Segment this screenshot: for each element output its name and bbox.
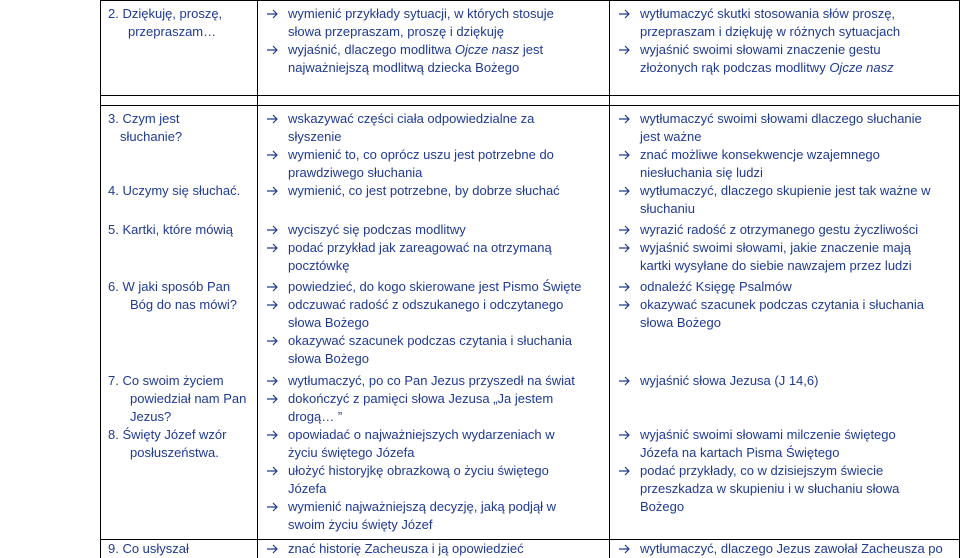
arrow-bullet-icon xyxy=(616,278,634,296)
list-item: wymienić to, co oprócz uszu jest potrzebne do prawdziwego słuchania xyxy=(262,146,607,182)
list-item: wyjaśnić, dlaczego modlitwa Ojcze nasz jest najważniejszą modlitwą dziecka Bożego xyxy=(262,41,607,77)
topic-text: Jezus? xyxy=(130,409,172,424)
topic-text: Bóg do nas mówi? xyxy=(130,297,237,312)
arrow-bullet-icon xyxy=(264,462,282,480)
arrow-bullet-icon xyxy=(616,540,634,558)
requirements-extended-cell xyxy=(614,5,959,77)
requirements-basic-cell xyxy=(262,372,607,534)
list-item: wymienić, co jest potrzebne, by dobrze słuchać xyxy=(262,182,607,200)
column-divider-2 xyxy=(609,0,610,558)
requirements-extended-cell xyxy=(614,540,959,558)
list-item: wytłumaczyć, po co Pan Jezus przyszedł na świat xyxy=(262,372,607,390)
list-item: okazywać szacunek podczas czytania i słuchania słowa Bożego xyxy=(614,296,959,332)
topic-cell xyxy=(108,221,258,239)
table-top-border xyxy=(100,0,960,1)
list-item: wyjaśnić słowa Jezusa (J 14,6) xyxy=(614,372,959,390)
arrow-bullet-icon xyxy=(616,239,634,257)
arrow-bullet-icon xyxy=(264,540,282,558)
list-item: wytłumaczyć swoimi słowami dlaczego słuchanie jest ważne xyxy=(614,110,959,146)
arrow-bullet-icon xyxy=(264,182,282,200)
topic-text: 4. Uczymy się słuchać. xyxy=(108,183,241,198)
list-item: wyjaśnić swoimi słowami milczenie świętego Józefa na kartach Pisma Świętego xyxy=(614,426,959,462)
arrow-bullet-icon xyxy=(264,372,282,390)
requirements-basic-cell xyxy=(262,182,607,200)
arrow-bullet-icon xyxy=(264,110,282,128)
row-divider xyxy=(100,95,960,96)
column-divider-1 xyxy=(257,0,258,558)
arrow-bullet-icon xyxy=(264,332,282,350)
arrow-bullet-icon xyxy=(264,498,282,516)
arrow-bullet-icon xyxy=(264,426,282,444)
requirements-extended-cell xyxy=(614,372,959,516)
arrow-bullet-icon xyxy=(264,41,282,59)
arrow-bullet-icon xyxy=(616,296,634,314)
topic-text: słuchanie? xyxy=(120,129,183,144)
requirements-basic-cell xyxy=(262,540,607,558)
list-item: znać możliwe konsekwencje wzajemnego niesłuchania się ludzi xyxy=(614,146,959,182)
arrow-bullet-icon xyxy=(616,146,634,164)
list-item: wymienić przykłady sytuacji, w których stosuje słowa przepraszam, proszę i dziękuję xyxy=(262,5,607,41)
list-item: znać historię Zacheusza i ją opowiedzieć xyxy=(262,540,607,558)
list-item: wymienić najważniejszą decyzję, jaką podjął w swoim życiu święty Józef xyxy=(262,498,607,534)
topic-cell xyxy=(108,540,258,558)
arrow-bullet-icon xyxy=(616,462,634,480)
list-item: podać przykłady, co w dzisiejszym świecie przeszkadza w skupieniu i w słuchaniu słowa Bożego xyxy=(614,462,959,516)
list-item: wyciszyć się podczas modlitwy xyxy=(262,221,607,239)
arrow-bullet-icon xyxy=(264,239,282,257)
table-left-border xyxy=(100,0,101,558)
list-item: powiedzieć, do kogo skierowane jest Pismo Święte xyxy=(262,278,607,296)
list-item: podać przykład jak zareagować na otrzymaną pocztówkę xyxy=(262,239,607,275)
requirements-basic-cell xyxy=(262,110,607,182)
requirements-extended-cell xyxy=(614,110,959,182)
arrow-bullet-icon xyxy=(616,182,634,200)
list-item: wytłumaczyć, dlaczego skupienie jest tak ważne w słuchaniu xyxy=(614,182,959,218)
arrow-bullet-icon xyxy=(264,5,282,23)
topic-cell xyxy=(108,110,253,146)
topic-text: 7. Co swoim życiem xyxy=(108,373,224,388)
arrow-bullet-icon xyxy=(264,146,282,164)
arrow-bullet-icon xyxy=(264,221,282,239)
row-divider xyxy=(100,105,960,106)
arrow-bullet-icon xyxy=(264,278,282,296)
list-item: odczuwać radość z odszukanego i odczytanego słowa Bożego xyxy=(262,296,607,332)
requirements-extended-cell xyxy=(614,278,959,332)
list-item: ułożyć historyjkę obrazkową o życiu świętego Józefa xyxy=(262,462,607,498)
topic-text: 3. Czym jest xyxy=(108,111,180,126)
list-item: wytłumaczyć, dlaczego Jezus zawołał Zacheusza po xyxy=(614,540,959,558)
requirements-basic-cell xyxy=(262,221,607,275)
list-item: dokończyć z pamięci słowa Jezusa „Ja jestem drogą… ” xyxy=(262,390,607,426)
topic-text: 6. W jaki sposób Pan xyxy=(108,279,231,294)
arrow-bullet-icon xyxy=(616,372,634,390)
topic-text: posłuszeństwa. xyxy=(130,445,219,460)
topic-cell xyxy=(108,182,258,200)
list-item: odnaleźć Księgę Psalmów xyxy=(614,278,959,296)
topic-cell xyxy=(108,278,253,314)
list-item: wytłumaczyć skutki stosowania słów proszę, przepraszam i dziękuję w różnych sytuacjach xyxy=(614,5,959,41)
arrow-bullet-icon xyxy=(616,41,634,59)
topic-text: powiedział nam Pan xyxy=(130,391,247,406)
arrow-bullet-icon xyxy=(264,296,282,314)
list-item: wyjaśnić swoimi słowami znaczenie gestu złożonych rąk podczas modlitwy Ojcze nasz xyxy=(614,41,959,77)
topic-text: 2. Dziękuję, proszę, xyxy=(108,6,223,21)
list-item: opowiadać o najważniejszych wydarzeniach w życiu świętego Józefa xyxy=(262,426,607,462)
topic-cell xyxy=(108,372,253,462)
list-item: wyjaśnić swoimi słowami, jakie znaczenie mają kartki wysyłane do siebie nawzajem przez ludzi xyxy=(614,239,959,275)
requirements-basic-cell xyxy=(262,278,607,368)
arrow-bullet-icon xyxy=(616,221,634,239)
list-item: okazywać szacunek podczas czytania i słuchania słowa Bożego xyxy=(262,332,607,368)
topic-text: 5. Kartki, które mówią xyxy=(108,222,233,237)
requirements-extended-cell xyxy=(614,221,959,275)
arrow-bullet-icon xyxy=(616,426,634,444)
topic-text: 8. Święty Józef wzór xyxy=(108,427,227,442)
list-item: wskazywać części ciała odpowiedzialne za słyszenie xyxy=(262,110,607,146)
requirements-basic-cell xyxy=(262,5,607,77)
topic-text: przepraszam… xyxy=(128,24,217,39)
topic-cell xyxy=(108,5,253,41)
requirements-extended-cell xyxy=(614,182,959,218)
topic-text: 9. Co usłyszał xyxy=(108,541,189,556)
arrow-bullet-icon xyxy=(264,390,282,408)
arrow-bullet-icon xyxy=(616,5,634,23)
list-item: wyrazić radość z otrzymanego gestu życzliwości xyxy=(614,221,959,239)
arrow-bullet-icon xyxy=(616,110,634,128)
